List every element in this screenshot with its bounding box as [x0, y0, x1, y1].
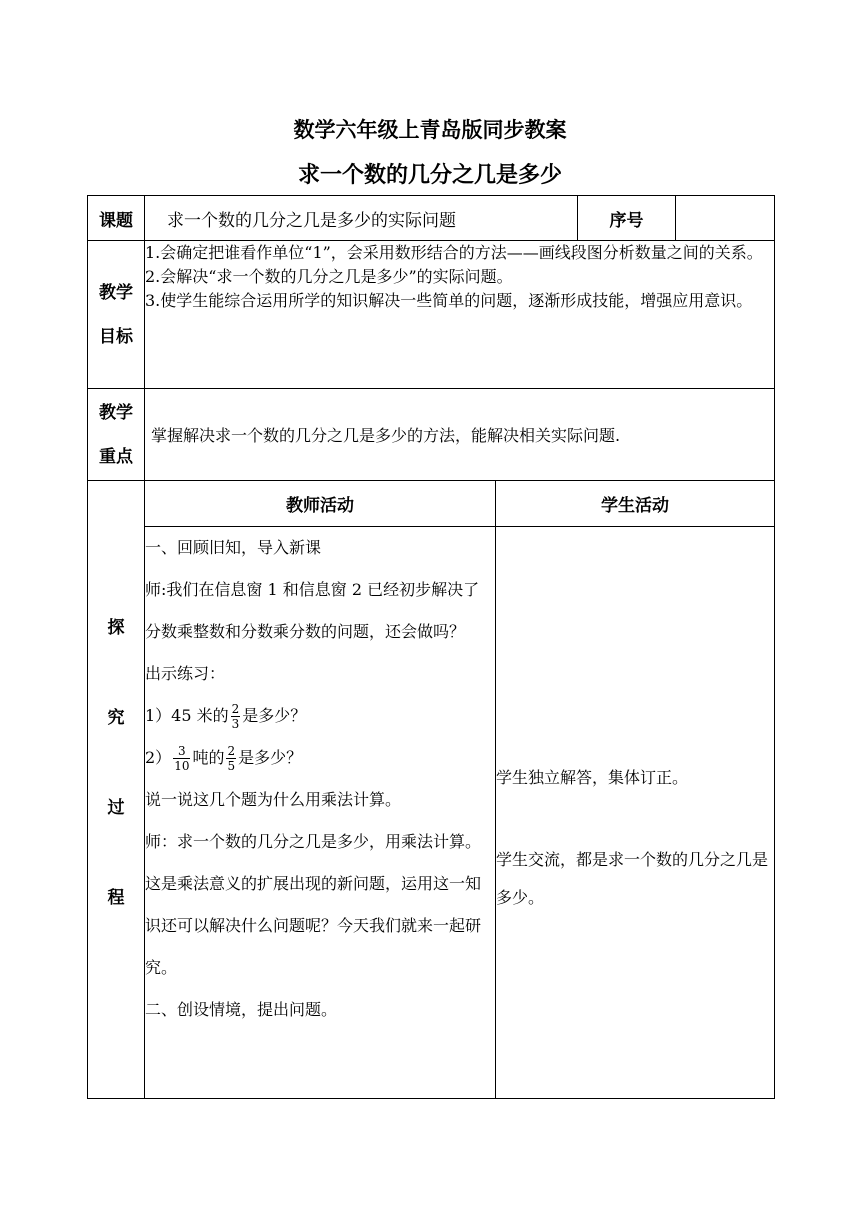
lesson-title: 求一个数的几分之几是多少 — [297, 163, 562, 188]
goal-item: 2.会解决“求一个数的几分之几是多少”的实际问题。 — [145, 267, 513, 286]
teacher-paragraph: 师：求一个数的几分之几是多少，用乘法计算。这是乘法意义的扩展出现的新问题，运用这一知识还可以解决什么问题呢？今天我们就来一起研究。 — [145, 832, 482, 977]
student-answer: 学生交流，都是求一个数的几分之几是多少。 — [496, 850, 769, 907]
teacher-activity — [145, 527, 496, 1099]
exercise-1: 1）45 米的 $\frac{2}{3}$ 是多少？ — [145, 702, 307, 731]
exercise-intro: 出示练习： — [145, 664, 226, 683]
fraction: $\frac{2}{5}$ — [227, 744, 236, 773]
document-title: 数学六年级上青岛版同步教案 — [293, 118, 567, 142]
section-heading: 二、创设情境，提出问题。 — [145, 1000, 338, 1019]
goal-item: 1.会确定把谁看作单位“1”，会采用数形结合的方法——画线段图分析数量之间的关系。 — [145, 243, 763, 262]
fraction: $\frac{3}{10}$ — [174, 744, 190, 773]
exercise-2: 2） $\frac{3}{10}$ 吨的 $\frac{2}{5}$ 是多少？ — [145, 744, 303, 773]
section-heading: 一、回顾旧知，导入新课 — [145, 538, 322, 557]
goals-label: 教学 目标 — [88, 241, 145, 389]
key-point-label: 教学 重点 — [88, 389, 145, 481]
goal-item: 3.使学生能综合运用所学的知识解决一些简单的问题，逐渐形成技能，增强应用意识。 — [145, 291, 753, 310]
serial-value — [676, 196, 775, 241]
lesson-plan-table — [87, 195, 775, 1099]
student-answer: 学生独立解答，集体订正。 — [496, 768, 689, 787]
serial-label: 序号 — [578, 196, 676, 241]
teacher-activity-header: 教师活动 — [145, 481, 496, 527]
teacher-paragraph: 师:我们在信息窗 1 和信息窗 2 已经初步解决了分数乘整数和分数乘分数的问题，还会做吗？ — [145, 580, 480, 641]
student-activity — [496, 527, 775, 1099]
teaching-goals — [145, 241, 775, 389]
topic-label: 课题 — [88, 196, 145, 241]
key-point: 掌握解决求一个数的几分之几是多少的方法，能解决相关实际问题. — [145, 389, 775, 481]
topic-value: 求一个数的几分之几是多少的实际问题 — [145, 196, 578, 241]
process-label: 探 究 过 程 — [88, 481, 145, 1099]
teacher-paragraph: 说一说这几个题为什么用乘法计算。 — [145, 790, 402, 809]
fraction: $\frac{2}{3}$ — [231, 702, 240, 731]
student-activity-header: 学生活动 — [496, 481, 775, 527]
